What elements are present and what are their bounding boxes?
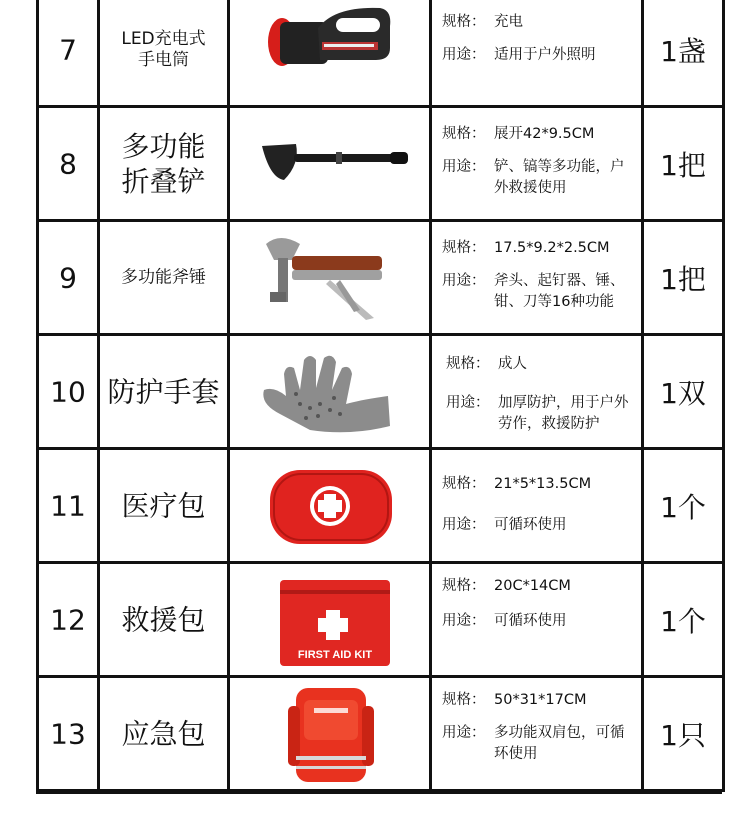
item-quantity: 1个 [660, 604, 706, 638]
spec-value: 17.5*9.2*2.5CM [494, 240, 610, 256]
table-row [39, 564, 722, 678]
item-quantity: 1只 [660, 718, 706, 752]
use-label: 用途： [442, 159, 486, 175]
spec-label: 规格： [442, 240, 486, 256]
item-number: 9 [59, 261, 77, 294]
spec-label: 规格： [442, 476, 486, 492]
item-name: 应急包 [121, 717, 206, 750]
use-value: 可循环使用 [494, 517, 567, 533]
item-name: 多功能斧锤 [121, 266, 206, 287]
flashlight-icon [240, 2, 422, 100]
spec-value: 充电 [494, 14, 523, 30]
item-number: 7 [59, 33, 77, 66]
glove-icon [240, 344, 422, 442]
item-number: 12 [50, 603, 86, 636]
item-number: 13 [50, 717, 86, 750]
pouch-label: FIRST AID KIT [297, 649, 373, 661]
use-label: 用途： [442, 273, 486, 289]
first-aid-pouch-icon [240, 572, 422, 670]
supplies-table [36, 0, 722, 794]
spec-label: 规格： [442, 578, 486, 594]
item-number: 11 [50, 489, 86, 522]
axe-hammer-icon [240, 230, 422, 328]
spec-value: 20C*14CM [494, 578, 571, 594]
item-number: 10 [50, 375, 86, 408]
shovel-icon [240, 116, 422, 214]
item-name: 防护手套 [107, 375, 220, 408]
table-row [39, 222, 722, 336]
use-value: 适用于户外照明 [494, 47, 596, 63]
use-label: 用途： [442, 725, 486, 741]
item-number: 8 [59, 147, 77, 180]
emergency-backpack-icon [240, 686, 422, 784]
table-row [39, 336, 722, 450]
item-name: 医疗包 [121, 489, 206, 522]
table-row [39, 0, 722, 108]
spec-label: 规格： [442, 692, 486, 708]
use-value: 斧头、起钉器、锤、钳、刀等16种功能 [494, 273, 625, 310]
spec-value: 成人 [498, 356, 527, 372]
use-label: 用途： [442, 517, 486, 533]
item-name: 救援包 [121, 603, 206, 636]
table-row [39, 450, 722, 564]
spec-value: 21*5*13.5CM [494, 476, 592, 492]
use-value: 多功能双肩包，可循环使用 [494, 725, 625, 762]
spec-label: 规格： [442, 14, 486, 30]
use-value: 铲、镐等多功能，户外救援使用 [494, 159, 625, 196]
use-label: 用途： [442, 613, 486, 629]
item-name: LED充电式手电筒 [121, 28, 206, 70]
spec-label: 规格： [446, 356, 490, 372]
use-label: 用途： [446, 395, 490, 411]
medical-case-icon [240, 458, 422, 556]
item-quantity: 1把 [660, 262, 706, 296]
spec-value: 展开42*9.5CM [494, 126, 595, 142]
item-quantity: 1双 [660, 376, 706, 410]
item-name: 多功能折叠铲 [121, 129, 206, 198]
item-quantity: 1盏 [660, 34, 706, 68]
use-label: 用途： [442, 47, 486, 63]
use-value: 可循环使用 [494, 613, 567, 629]
spec-label: 规格： [442, 126, 486, 142]
table-row [39, 678, 722, 792]
item-quantity: 1把 [660, 148, 706, 182]
spec-value: 50*31*17CM [494, 692, 587, 708]
use-value: 加厚防护，用于户外劳作，救援防护 [498, 395, 629, 432]
item-quantity: 1个 [660, 490, 706, 524]
table-row [39, 108, 722, 222]
